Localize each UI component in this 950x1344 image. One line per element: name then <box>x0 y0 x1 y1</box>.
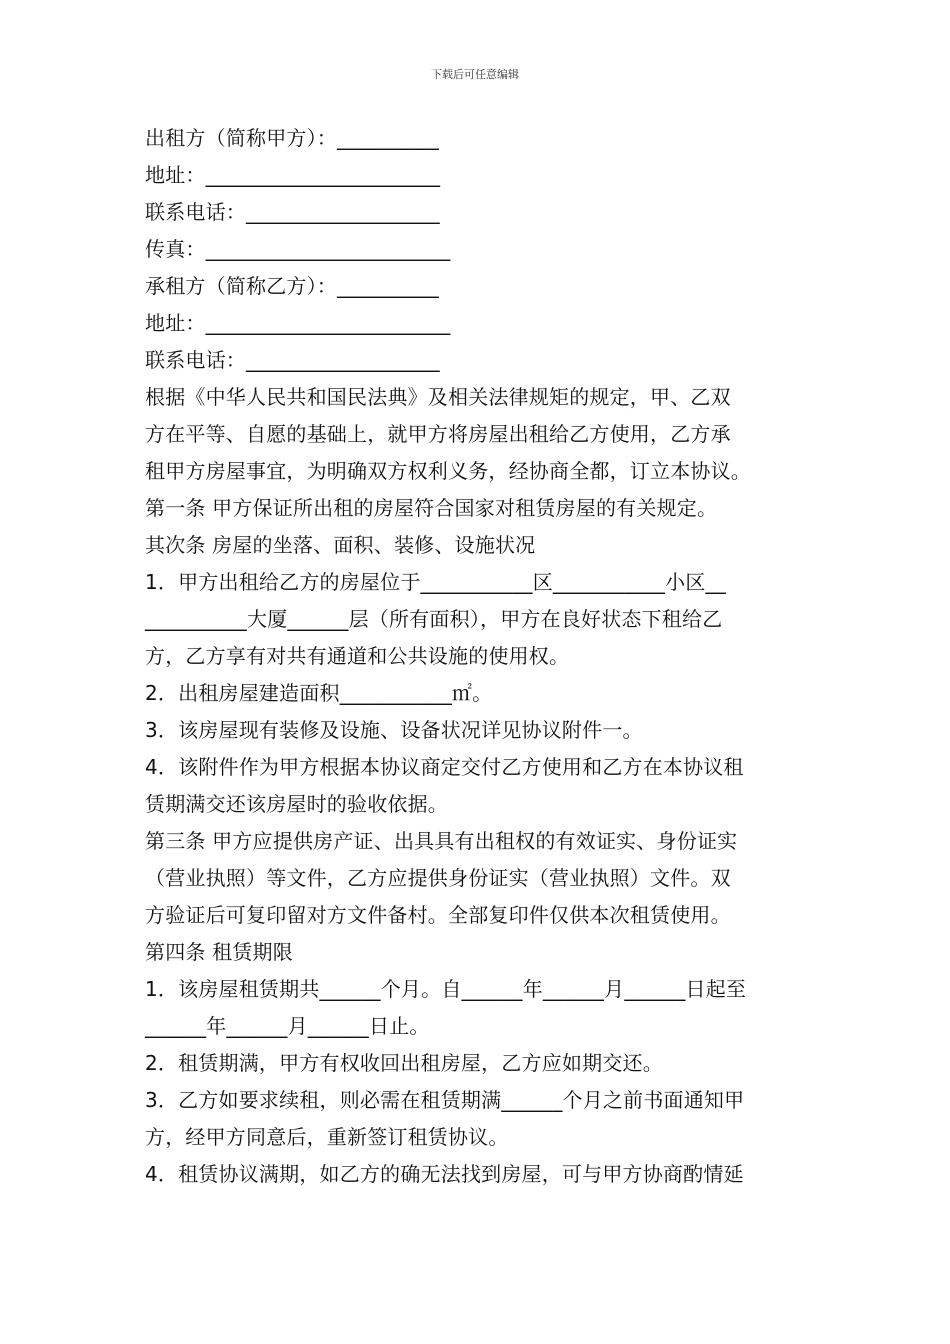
lessor-fax-line: 传真：________________________ <box>145 237 451 261</box>
article-4-heading: 第四条 租赁期限 <box>145 940 293 964</box>
article-2-heading: 其次条 房屋的坐落、面积、装修、设施状况 <box>145 533 536 557</box>
article-2-item-line: 方，乙方享有对共有通道和公共设施的使用权。 <box>145 644 570 668</box>
article-4-item-line: 1．该房屋租赁期共______个月。自______年______月______日起至 <box>145 977 747 1001</box>
article-4-item-line: 2．租赁期满，甲方有权收回出租房屋，乙方应如期交还。 <box>145 1051 663 1075</box>
preamble-line: 方在平等、自愿的基础上，就甲方将房屋出租给乙方使用，乙方承 <box>145 422 731 446</box>
contract-body <box>145 120 815 1193</box>
article-4-item-line: 方，经甲方同意后，重新签订租赁协议。 <box>145 1125 509 1149</box>
article-2-item-line: 4．该附件作为甲方根据本协议商定交付乙方使用和乙方在本协议租 <box>145 755 744 779</box>
article-2-item-line: 2．出租房屋建造面积___________㎡。 <box>145 681 493 705</box>
article-4-item-line: 3．乙方如要求续租，则必需在租赁期满______个月之前书面通知甲 <box>145 1088 745 1112</box>
lessor-name-line: 出租方（简称甲方）：__________ <box>145 126 439 150</box>
article-3-line: 方验证后可复印留对方文件备村。全部复印件仅供本次租赁使用。 <box>145 903 731 927</box>
article-3-line: 第三条 甲方应提供房产证、出具具有出租权的有效证实、身份证实 <box>145 829 738 853</box>
lessee-phone-line: 联系电话：___________________ <box>145 348 440 372</box>
article-2-item-line: 1．甲方出租给乙方的房屋位于___________区___________小区__ <box>145 570 726 594</box>
article-1-line: 第一条 甲方保证所出租的房屋符合国家对租赁房屋的有关规定。 <box>145 496 718 520</box>
article-4-item-line: ______年______月______日止。 <box>145 1014 430 1038</box>
lessor-phone-line: 联系电话：___________________ <box>145 200 440 224</box>
preamble-line: 根据《中华人民共和国民法典》及相关法律规矩的规定，甲、乙双 <box>145 385 731 409</box>
article-2-item-line: 赁期满交还该房屋时的验收依据。 <box>145 792 448 816</box>
preamble-line: 租甲方房屋事宜，为明确双方权利义务，经协商全都，订立本协议。 <box>145 459 751 483</box>
page-header-note: 下载后可任意编辑 <box>431 68 519 81</box>
lessee-address-line: 地址：________________________ <box>145 311 451 335</box>
lessor-address-line: 地址：_______________________ <box>145 163 441 187</box>
article-4-item-line: 4．租赁协议满期，如乙方的确无法找到房屋，可与甲方协商酌情延 <box>145 1162 744 1186</box>
article-3-line: （营业执照）等文件，乙方应提供身份证实（营业执照）文件。双 <box>145 866 731 890</box>
lessee-name-line: 承租方（简称乙方）：__________ <box>145 274 439 298</box>
article-2-item-line: __________大厦______层（所有面积），甲方在良好状态下租给乙 <box>145 607 723 631</box>
article-2-item-line: 3．该房屋现有装修及设施、设备状况详见协议附件一。 <box>145 718 643 742</box>
